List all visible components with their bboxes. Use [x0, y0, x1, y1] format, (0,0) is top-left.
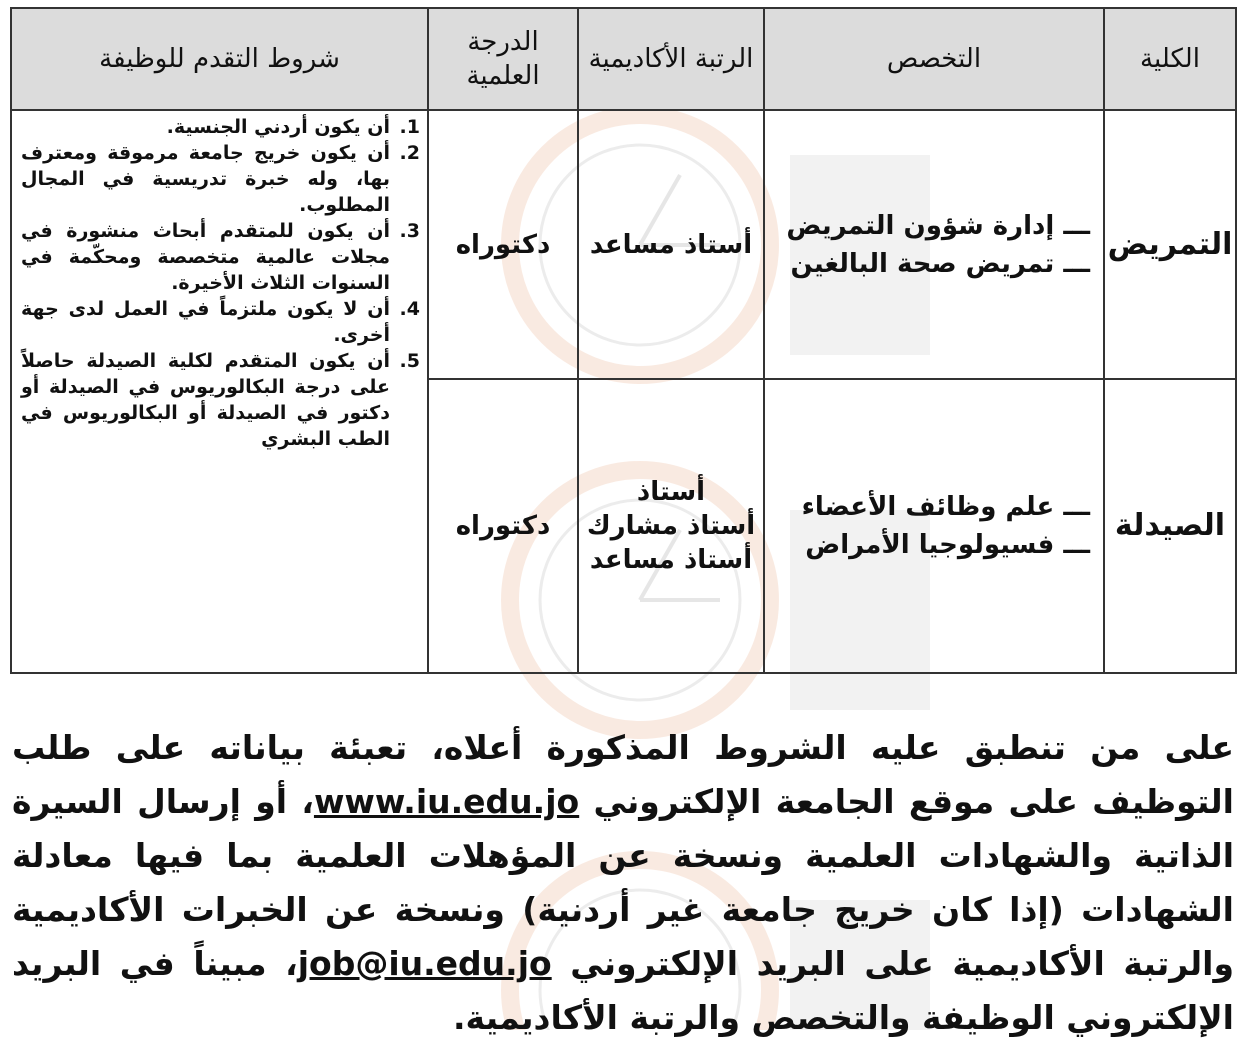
specialization-item: ـــ تمريض صحة البالغين	[790, 248, 1090, 279]
rank-item: أستاذ مساعد	[589, 545, 753, 575]
degree-cell: دكتوراه	[428, 379, 578, 673]
table-row	[11, 110, 1236, 379]
condition-number: 1.	[399, 116, 420, 138]
rank-item: أستاذ مشارك	[586, 511, 756, 541]
condition-item	[21, 218, 420, 296]
header-conditions: شروط التقدم للوظيفة	[11, 8, 428, 110]
rank-item: أستاذ	[636, 477, 706, 507]
instructions-text: ، أو إرسال السيرة الذاتية والشهادات العلمية ونسخة عن المؤهلات العلمية بما فيها معادلة الشهادات (إذا كان خريج جامعة غير أردنية) ونسخة عن الخبرات الأكاديمية والرتبة الأكاديمية على البريد الإلكتروني	[12, 782, 1234, 983]
header-college: الكلية	[1104, 8, 1236, 110]
header-degree: الدرجة العلمية	[428, 8, 578, 110]
condition-text: أن يكون المتقدم لكلية الصيدلة حاصلاً على درجة البكالوريوس في الصيدلة أو دكتور في الصيدلة أو البكالوريوس في الطب البشري	[21, 350, 390, 450]
application-instructions	[12, 721, 1234, 1045]
specialization-item: ـــ إدارة شؤون التمريض	[786, 210, 1090, 241]
condition-item	[21, 296, 420, 348]
rank-cell	[578, 379, 764, 673]
conditions-cell	[11, 110, 428, 673]
specialization-cell	[764, 110, 1104, 379]
specialization-cell	[764, 379, 1104, 673]
degree-cell: دكتوراه	[428, 110, 578, 379]
condition-item	[21, 114, 420, 140]
email-link[interactable]: job@iu.edu.jo	[297, 944, 552, 983]
job-requirements-table	[10, 7, 1237, 674]
condition-number: 4.	[399, 298, 420, 320]
rank-item: أستاذ مساعد	[589, 229, 753, 260]
rank-cell	[578, 110, 764, 379]
header-rank: الرتبة الأكاديمية	[578, 8, 764, 110]
website-link[interactable]: www.iu.edu.jo	[313, 782, 580, 821]
college-cell: التمريض	[1104, 110, 1236, 379]
condition-number: 5.	[399, 350, 420, 372]
college-cell: الصيدلة	[1104, 379, 1236, 673]
instructions-text: ، مبيناً في البريد الإلكتروني الوظيفة والتخصص والرتبة الأكاديمية.	[12, 944, 1234, 1037]
header-specialization: التخصص	[764, 8, 1104, 110]
condition-item	[21, 348, 420, 452]
condition-text: أن يكون للمتقدم أبحاث منشورة في مجلات عالمية متخصصة ومحكّمة في السنوات الثلاث الأخيرة.	[21, 220, 390, 294]
condition-number: 3.	[399, 220, 420, 242]
table-header-row	[11, 8, 1236, 110]
condition-text: أن يكون خريج جامعة مرموقة ومعترف بها، وله خبرة تدريسية في المجال المطلوب.	[21, 142, 390, 216]
specialization-item: ـــ فسيولوجيا الأمراض	[805, 530, 1090, 560]
instructions-text: على من تنطبق عليه الشروط المذكورة أعلاه، تعبئة بياناته على طلب التوظيف على موقع الجامعة الإلكتروني	[12, 728, 1234, 821]
condition-text: أن يكون أردني الجنسية.	[166, 116, 390, 138]
condition-number: 2.	[399, 142, 420, 164]
condition-text: أن لا يكون ملتزماً في العمل لدى جهة أخرى.	[21, 298, 390, 346]
specialization-item: ـــ علم وظائف الأعضاء	[801, 492, 1090, 522]
condition-item	[21, 140, 420, 218]
